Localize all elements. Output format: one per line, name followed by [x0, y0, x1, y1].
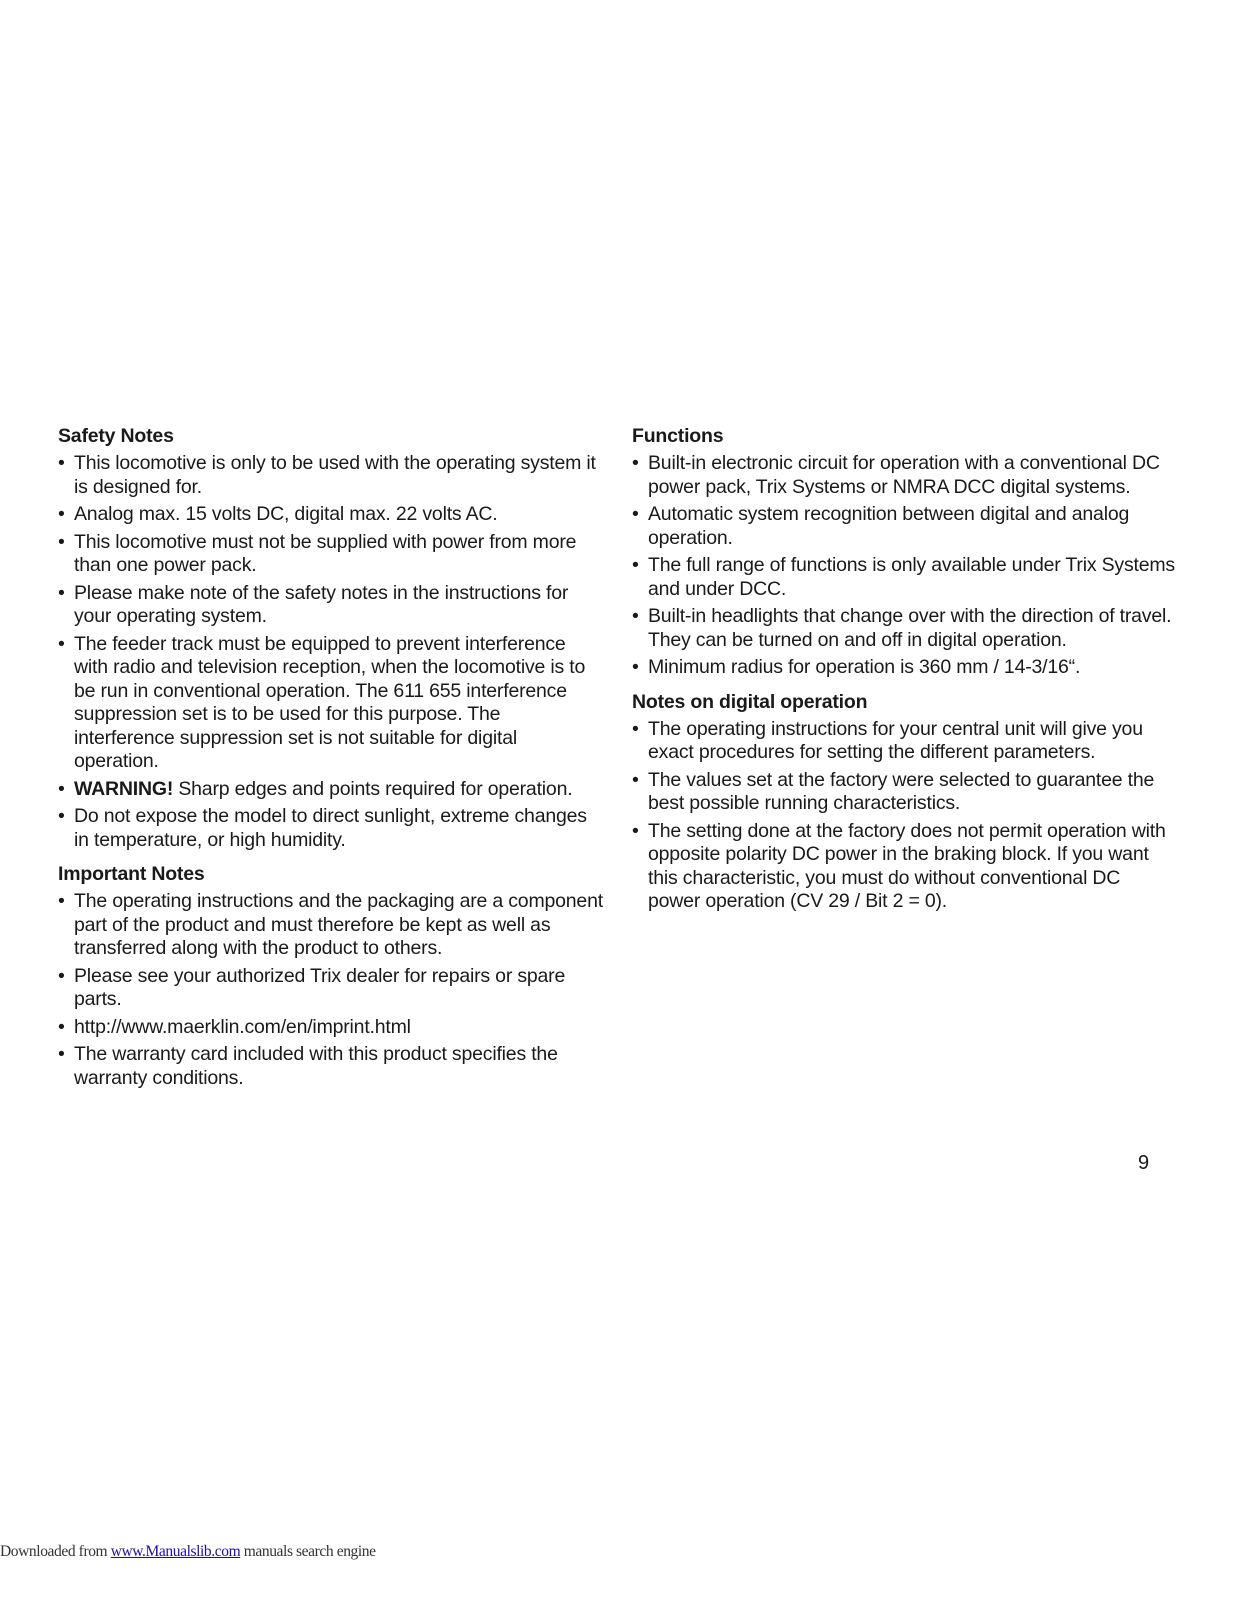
list-item: • Do not expose the model to direct sunlight, extreme changes in temperature, or high humidity.	[58, 805, 603, 852]
imprint-url: • http://www.maerklin.com/en/imprint.html	[58, 1016, 603, 1040]
list-item: • The full range of functions is only available under Trix Systems and under DCC.	[632, 554, 1177, 601]
digital-operation-section	[632, 690, 1177, 914]
warning-item	[58, 778, 603, 802]
download-footer	[0, 1543, 376, 1561]
functions-list	[632, 452, 1177, 680]
digital-operation-list	[632, 718, 1177, 914]
safety-notes-heading: Safety Notes	[58, 425, 174, 447]
list-item: • Automatic system recognition between digital and analog operation.	[632, 503, 1177, 550]
list-item: • Analog max. 15 volts DC, digital max. 22 volts AC.	[58, 503, 603, 527]
right-column	[632, 424, 1177, 918]
important-notes-list	[58, 890, 603, 1090]
left-column	[58, 424, 603, 1094]
warning-label: WARNING!	[74, 777, 174, 800]
footer-prefix: Downloaded from	[0, 1543, 111, 1560]
functions-section	[632, 424, 1177, 680]
list-item: • The warranty card included with this product specifies the warranty conditions.	[58, 1043, 603, 1090]
list-item: • Please make note of the safety notes in the instructions for your operating system.	[58, 582, 603, 629]
list-item: • This locomotive is only to be used with the operating system it is designed for.	[58, 452, 603, 499]
important-notes-section	[58, 862, 603, 1090]
page-number: 9	[1138, 1152, 1150, 1174]
list-item: • Please see your authorized Trix dealer for repairs or spare parts.	[58, 965, 603, 1012]
list-item: • Minimum radius for operation is 360 mm / 14-3/16“.	[632, 656, 1177, 680]
footer-suffix: manuals search engine	[240, 1543, 376, 1560]
digital-operation-heading: Notes on digital operation	[632, 690, 868, 713]
list-item: • Built-in electronic circuit for operation with a conventional DC power pack, Trix Systems or NMRA DCC digital systems.	[632, 452, 1177, 499]
list-item: • Built-in headlights that change over with the direction of travel. They can be turned on and off in digital operation.	[632, 605, 1177, 652]
list-item: • This locomotive must not be supplied with power from more than one power pack.	[58, 531, 603, 578]
safety-notes-section	[58, 424, 603, 852]
manualslib-link[interactable]: www.Manualslib.com	[110, 1543, 241, 1560]
list-item: • The feeder track must be equipped to prevent interference with radio and television reception, when the locomotive is to be run in conventional operation. The 611 655 interference suppression set is to be used for this purpose. The interference suppression set is not suitable for digital operation.	[58, 633, 603, 774]
list-item: • The setting done at the factory does not permit operation with opposite polarity DC power in the braking block. If you want this characteristic, you must do without conventional DC power operation (CV 29 / Bit 2 = 0).	[632, 820, 1177, 914]
important-notes-heading: Important Notes	[58, 863, 205, 885]
safety-notes-list	[58, 452, 603, 852]
list-item: • The operating instructions and the packaging are a component part of the product and must therefore be kept as well as transferred along with the product to others.	[58, 890, 603, 961]
functions-heading: Functions	[632, 425, 724, 447]
list-item: • The values set at the factory were selected to guarantee the best possible running characteristics.	[632, 769, 1177, 816]
list-item: • The operating instructions for your central unit will give you exact procedures for setting the different parameters.	[632, 718, 1177, 765]
warning-text: Sharp edges and points required for operation.	[173, 777, 573, 800]
